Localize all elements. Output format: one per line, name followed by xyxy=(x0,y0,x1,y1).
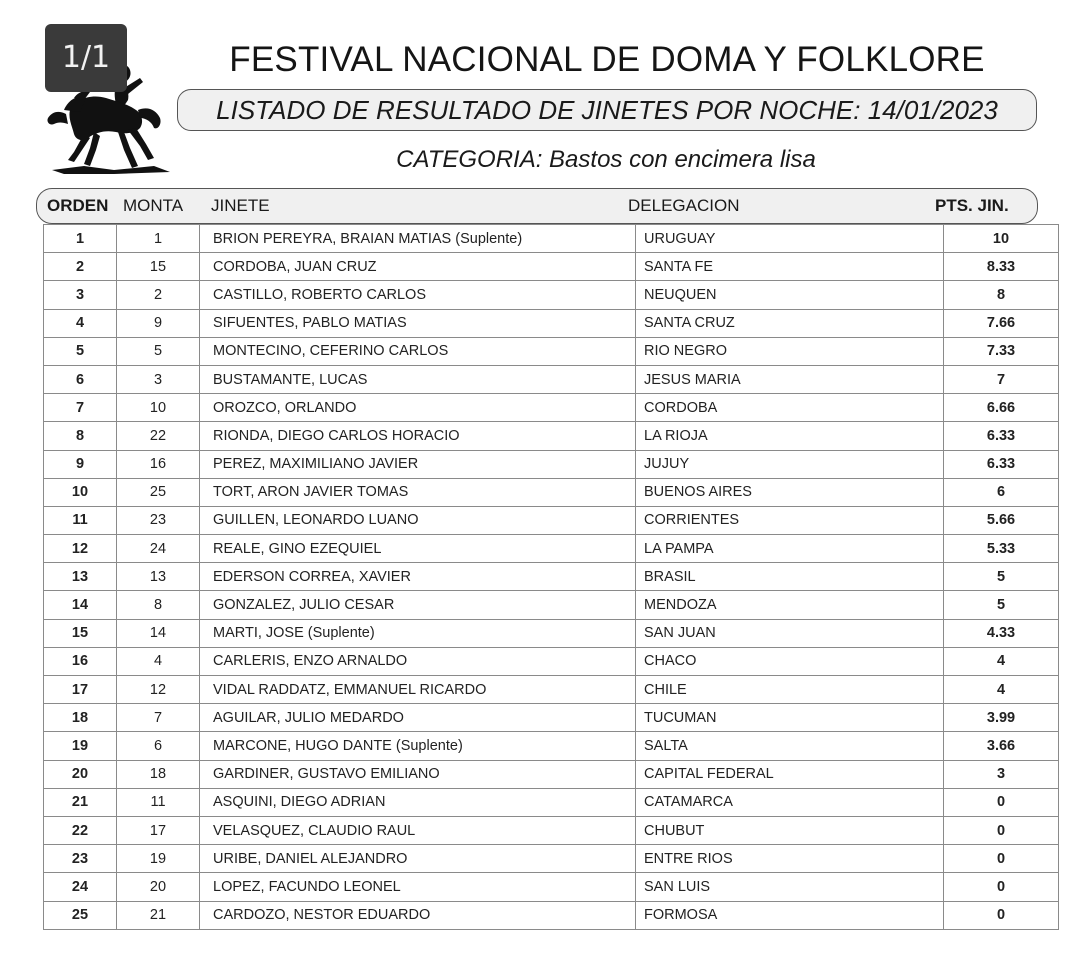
cell-delegacion: SALTA xyxy=(636,732,944,760)
cell-monta: 6 xyxy=(117,732,200,760)
cell-jinete: OROZCO, ORLANDO xyxy=(200,394,636,422)
table-row xyxy=(44,422,1059,450)
header-pts: PTS. JIN. xyxy=(935,196,1009,215)
cell-pts: 8 xyxy=(944,281,1059,309)
cell-pts: 7.33 xyxy=(944,337,1059,365)
table-row xyxy=(44,647,1059,675)
cell-pts: 0 xyxy=(944,873,1059,901)
cell-jinete: RIONDA, DIEGO CARLOS HORACIO xyxy=(200,422,636,450)
cell-delegacion: SANTA CRUZ xyxy=(636,309,944,337)
cell-pts: 4.33 xyxy=(944,619,1059,647)
cell-monta: 13 xyxy=(117,563,200,591)
cell-orden: 25 xyxy=(44,901,117,929)
cell-monta: 1 xyxy=(117,225,200,253)
cell-pts: 5.33 xyxy=(944,535,1059,563)
cell-jinete: GUILLEN, LEONARDO LUANO xyxy=(200,506,636,534)
cell-jinete: CARDOZO, NESTOR EDUARDO xyxy=(200,901,636,929)
table-row xyxy=(44,478,1059,506)
cell-orden: 15 xyxy=(44,619,117,647)
cell-orden: 16 xyxy=(44,647,117,675)
table-row xyxy=(44,788,1059,816)
cell-pts: 10 xyxy=(944,225,1059,253)
cell-delegacion: CORRIENTES xyxy=(636,506,944,534)
cell-orden: 18 xyxy=(44,704,117,732)
table-row xyxy=(44,225,1059,253)
cell-jinete: VIDAL RADDATZ, EMMANUEL RICARDO xyxy=(200,676,636,704)
cell-monta: 12 xyxy=(117,676,200,704)
cell-monta: 21 xyxy=(117,901,200,929)
cell-pts: 0 xyxy=(944,816,1059,844)
cell-monta: 19 xyxy=(117,845,200,873)
cell-pts: 5 xyxy=(944,591,1059,619)
cell-jinete: BRION PEREYRA, BRAIAN MATIAS (Suplente) xyxy=(200,225,636,253)
cell-delegacion: CHUBUT xyxy=(636,816,944,844)
cell-jinete: PEREZ, MAXIMILIANO JAVIER xyxy=(200,450,636,478)
cell-jinete: GARDINER, GUSTAVO EMILIANO xyxy=(200,760,636,788)
cell-pts: 6 xyxy=(944,478,1059,506)
cell-pts: 0 xyxy=(944,901,1059,929)
cell-monta: 18 xyxy=(117,760,200,788)
cell-orden: 4 xyxy=(44,309,117,337)
header-delegacion: DELEGACION xyxy=(628,196,740,215)
cell-delegacion: CATAMARCA xyxy=(636,788,944,816)
header-jinete: JINETE xyxy=(211,196,270,215)
cell-delegacion: SANTA FE xyxy=(636,253,944,281)
document-title: FESTIVAL NACIONAL DE DOMA Y FOLKLORE xyxy=(229,40,985,79)
table-row xyxy=(44,619,1059,647)
cell-jinete: SIFUENTES, PABLO MATIAS xyxy=(200,309,636,337)
table-row xyxy=(44,816,1059,844)
table-row xyxy=(44,760,1059,788)
cell-orden: 24 xyxy=(44,873,117,901)
cell-delegacion: MENDOZA xyxy=(636,591,944,619)
cell-delegacion: RIO NEGRO xyxy=(636,337,944,365)
cell-pts: 5.66 xyxy=(944,506,1059,534)
cell-jinete: CASTILLO, ROBERTO CARLOS xyxy=(200,281,636,309)
cell-orden: 12 xyxy=(44,535,117,563)
cell-jinete: AGUILAR, JULIO MEDARDO xyxy=(200,704,636,732)
cell-jinete: BUSTAMANTE, LUCAS xyxy=(200,365,636,393)
cell-monta: 2 xyxy=(117,281,200,309)
cell-orden: 13 xyxy=(44,563,117,591)
cell-monta: 14 xyxy=(117,619,200,647)
cell-monta: 4 xyxy=(117,647,200,675)
cell-monta: 20 xyxy=(117,873,200,901)
cell-orden: 9 xyxy=(44,450,117,478)
cell-jinete: CARLERIS, ENZO ARNALDO xyxy=(200,647,636,675)
cell-orden: 8 xyxy=(44,422,117,450)
cell-delegacion: CHILE xyxy=(636,676,944,704)
cell-monta: 7 xyxy=(117,704,200,732)
cell-jinete: MARCONE, HUGO DANTE (Suplente) xyxy=(200,732,636,760)
cell-jinete: CORDOBA, JUAN CRUZ xyxy=(200,253,636,281)
cell-monta: 8 xyxy=(117,591,200,619)
cell-monta: 9 xyxy=(117,309,200,337)
table-row xyxy=(44,337,1059,365)
cell-delegacion: LA RIOJA xyxy=(636,422,944,450)
cell-orden: 23 xyxy=(44,845,117,873)
cell-pts: 3.66 xyxy=(944,732,1059,760)
cell-pts: 8.33 xyxy=(944,253,1059,281)
cell-orden: 5 xyxy=(44,337,117,365)
table-row xyxy=(44,901,1059,929)
cell-pts: 4 xyxy=(944,647,1059,675)
cell-delegacion: TUCUMAN xyxy=(636,704,944,732)
cell-orden: 1 xyxy=(44,225,117,253)
cell-pts: 3 xyxy=(944,760,1059,788)
cell-jinete: URIBE, DANIEL ALEJANDRO xyxy=(200,845,636,873)
cell-jinete: GONZALEZ, JULIO CESAR xyxy=(200,591,636,619)
cell-pts: 5 xyxy=(944,563,1059,591)
cell-orden: 10 xyxy=(44,478,117,506)
table-row xyxy=(44,253,1059,281)
cell-orden: 6 xyxy=(44,365,117,393)
cell-pts: 0 xyxy=(944,845,1059,873)
cell-jinete: VELASQUEZ, CLAUDIO RAUL xyxy=(200,816,636,844)
header-orden: ORDEN xyxy=(47,196,109,215)
cell-pts: 6.33 xyxy=(944,450,1059,478)
cell-pts: 0 xyxy=(944,788,1059,816)
cell-pts: 6.66 xyxy=(944,394,1059,422)
cell-monta: 25 xyxy=(117,478,200,506)
cell-delegacion: CORDOBA xyxy=(636,394,944,422)
cell-orden: 3 xyxy=(44,281,117,309)
table-row xyxy=(44,732,1059,760)
cell-orden: 7 xyxy=(44,394,117,422)
cell-delegacion: URUGUAY xyxy=(636,225,944,253)
cell-monta: 24 xyxy=(117,535,200,563)
cell-delegacion: SAN LUIS xyxy=(636,873,944,901)
cell-delegacion: JESUS MARIA xyxy=(636,365,944,393)
table-row xyxy=(44,873,1059,901)
cell-jinete: MARTI, JOSE (Suplente) xyxy=(200,619,636,647)
cell-monta: 23 xyxy=(117,506,200,534)
cell-pts: 3.99 xyxy=(944,704,1059,732)
table-row xyxy=(44,563,1059,591)
table-row xyxy=(44,591,1059,619)
cell-pts: 7 xyxy=(944,365,1059,393)
cell-delegacion: NEUQUEN xyxy=(636,281,944,309)
cell-delegacion: CAPITAL FEDERAL xyxy=(636,760,944,788)
table-row xyxy=(44,676,1059,704)
header-monta: MONTA xyxy=(123,196,184,215)
results-table xyxy=(43,224,1059,930)
page-counter: 1/1 xyxy=(45,24,127,92)
cell-orden: 21 xyxy=(44,788,117,816)
cell-monta: 3 xyxy=(117,365,200,393)
cell-orden: 19 xyxy=(44,732,117,760)
cell-delegacion: BUENOS AIRES xyxy=(636,478,944,506)
cell-jinete: MONTECINO, CEFERINO CARLOS xyxy=(200,337,636,365)
table-row xyxy=(44,845,1059,873)
table-row xyxy=(44,450,1059,478)
cell-jinete: TORT, ARON JAVIER TOMAS xyxy=(200,478,636,506)
table-header xyxy=(36,188,1038,224)
table-row xyxy=(44,704,1059,732)
cell-monta: 11 xyxy=(117,788,200,816)
table-row xyxy=(44,394,1059,422)
cell-orden: 2 xyxy=(44,253,117,281)
document-subtitle: LISTADO DE RESULTADO DE JINETES POR NOCHE: 14/01/2023 xyxy=(177,89,1037,131)
cell-delegacion: LA PAMPA xyxy=(636,535,944,563)
cell-orden: 11 xyxy=(44,506,117,534)
cell-pts: 7.66 xyxy=(944,309,1059,337)
cell-monta: 22 xyxy=(117,422,200,450)
table-row xyxy=(44,309,1059,337)
cell-delegacion: SAN JUAN xyxy=(636,619,944,647)
cell-jinete: LOPEZ, FACUNDO LEONEL xyxy=(200,873,636,901)
cell-orden: 22 xyxy=(44,816,117,844)
cell-jinete: ASQUINI, DIEGO ADRIAN xyxy=(200,788,636,816)
cell-monta: 17 xyxy=(117,816,200,844)
cell-delegacion: FORMOSA xyxy=(636,901,944,929)
cell-orden: 20 xyxy=(44,760,117,788)
cell-orden: 14 xyxy=(44,591,117,619)
cell-monta: 15 xyxy=(117,253,200,281)
table-row xyxy=(44,506,1059,534)
cell-jinete: REALE, GINO EZEQUIEL xyxy=(200,535,636,563)
cell-monta: 10 xyxy=(117,394,200,422)
category-label: CATEGORIA: Bastos con encimera lisa xyxy=(396,146,816,173)
cell-delegacion: ENTRE RIOS xyxy=(636,845,944,873)
cell-delegacion: CHACO xyxy=(636,647,944,675)
cell-pts: 4 xyxy=(944,676,1059,704)
cell-jinete: EDERSON CORREA, XAVIER xyxy=(200,563,636,591)
table-row xyxy=(44,365,1059,393)
cell-monta: 16 xyxy=(117,450,200,478)
cell-delegacion: BRASIL xyxy=(636,563,944,591)
table-row xyxy=(44,535,1059,563)
cell-orden: 17 xyxy=(44,676,117,704)
cell-pts: 6.33 xyxy=(944,422,1059,450)
table-row xyxy=(44,281,1059,309)
cell-delegacion: JUJUY xyxy=(636,450,944,478)
cell-monta: 5 xyxy=(117,337,200,365)
